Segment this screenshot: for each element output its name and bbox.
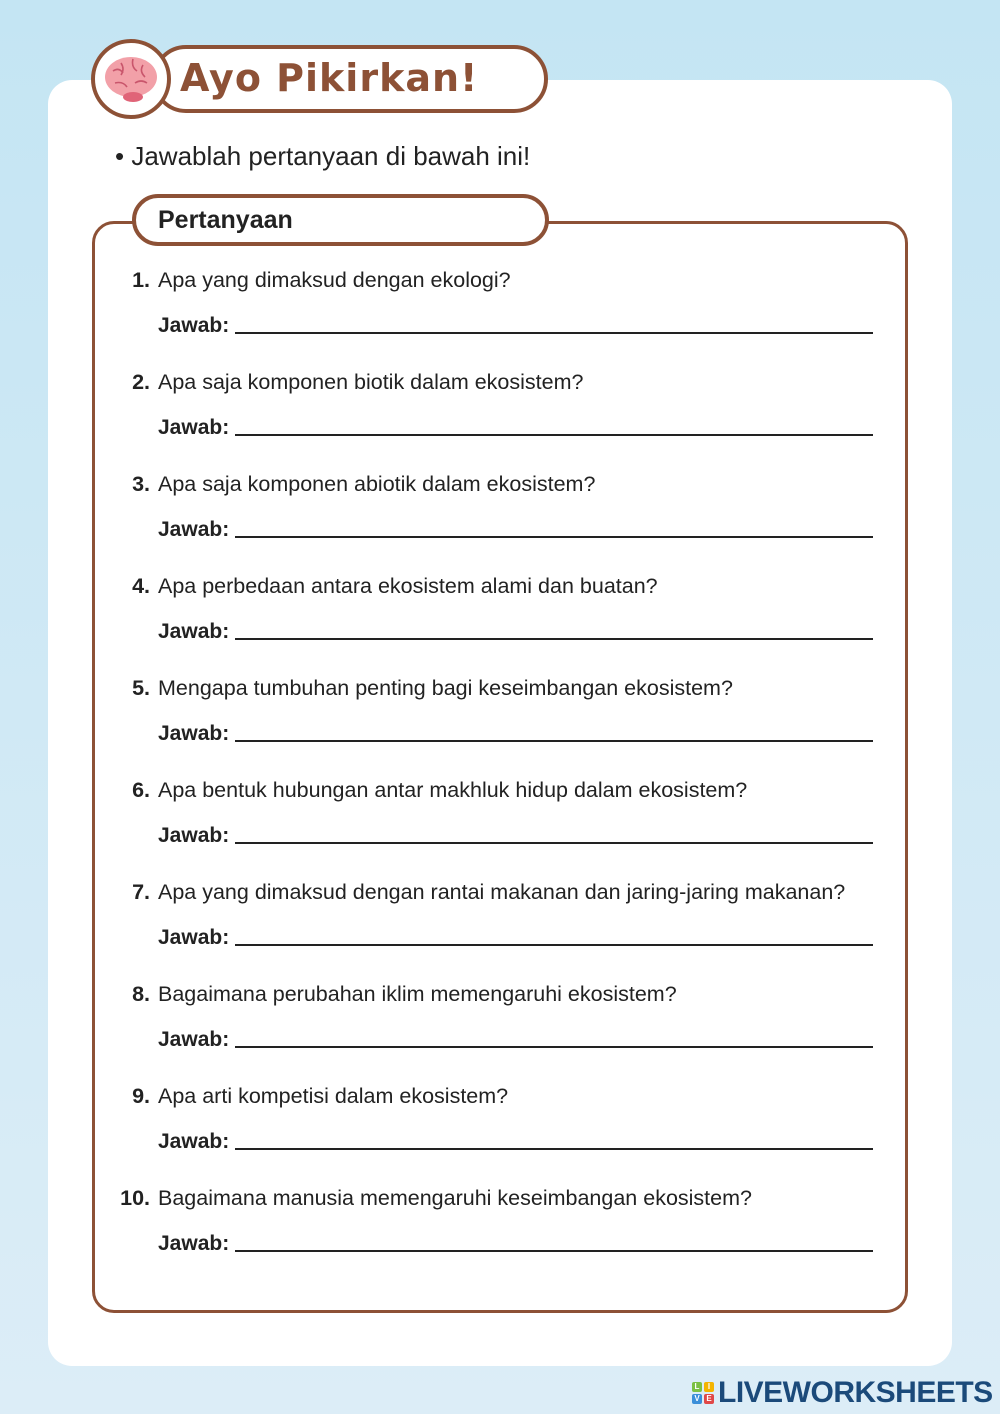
question-item	[118, 468, 878, 546]
answer-label: Jawab:	[158, 416, 230, 439]
answer-label: Jawab:	[158, 314, 230, 337]
answer-row	[158, 412, 878, 444]
answer-row	[158, 1024, 878, 1056]
answer-field[interactable]	[235, 740, 873, 742]
question	[118, 1080, 878, 1112]
question-text: Apa saja komponen abiotik dalam ekosistem?	[158, 472, 596, 496]
logo-letter: I	[704, 1382, 714, 1392]
instruction-text: Jawablah pertanyaan di bawah ini!	[131, 141, 531, 171]
answer-label: Jawab:	[158, 722, 230, 745]
question-text: Bagaimana perubahan iklim memengaruhi ekosistem?	[158, 982, 677, 1006]
answer-field[interactable]	[235, 434, 873, 436]
page-title: Ayo Pikirkan!	[180, 56, 479, 100]
question-text: Apa saja komponen biotik dalam ekosistem?	[158, 370, 584, 394]
question-item	[118, 876, 878, 954]
answer-field[interactable]	[235, 842, 873, 844]
answer-label: Jawab:	[158, 926, 230, 949]
question-item	[118, 672, 878, 750]
question	[118, 264, 878, 296]
answer-label: Jawab:	[158, 1028, 230, 1051]
answer-label: Jawab:	[158, 1232, 230, 1255]
liveworksheets-logo	[692, 1376, 993, 1410]
answer-label: Jawab:	[158, 1130, 230, 1153]
question-item	[118, 366, 878, 444]
question-item	[118, 1080, 878, 1158]
logo-mark	[692, 1382, 714, 1404]
brain-icon	[91, 39, 171, 119]
question-number: 1.	[132, 268, 150, 292]
section-label: Pertanyaan	[132, 194, 549, 246]
answer-label: Jawab:	[158, 824, 230, 847]
question-number: 7.	[132, 880, 150, 904]
answer-row	[158, 1126, 878, 1158]
question	[118, 570, 878, 602]
question-item	[118, 774, 878, 852]
question-number: 10.	[120, 1186, 150, 1210]
question-number: 4.	[132, 574, 150, 598]
answer-field[interactable]	[235, 1046, 873, 1048]
question-item	[118, 1182, 878, 1260]
question	[118, 876, 878, 908]
question-text: Apa yang dimaksud dengan ekologi?	[158, 268, 511, 292]
question-list	[118, 264, 878, 1284]
question-text: Bagaimana manusia memengaruhi keseimbangan ekosistem?	[158, 1186, 752, 1210]
answer-row	[158, 310, 878, 342]
instruction: • Jawablah pertanyaan di bawah ini!	[115, 141, 531, 171]
question	[118, 366, 878, 398]
question	[118, 1182, 878, 1214]
question-text: Apa arti kompetisi dalam ekosistem?	[158, 1084, 509, 1108]
question-text: Apa perbedaan antara ekosistem alami dan buatan?	[158, 574, 658, 598]
answer-field[interactable]	[235, 332, 873, 334]
question-number: 5.	[132, 676, 150, 700]
question-number: 2.	[132, 370, 150, 394]
question-text: Apa bentuk hubungan antar makhluk hidup dalam ekosistem?	[158, 778, 748, 802]
question-item	[118, 978, 878, 1056]
answer-row	[158, 616, 878, 648]
question	[118, 468, 878, 500]
answer-row	[158, 718, 878, 750]
answer-row	[158, 514, 878, 546]
answer-row	[158, 820, 878, 852]
answer-row	[158, 922, 878, 954]
logo-letter: E	[704, 1394, 714, 1404]
question	[118, 774, 878, 806]
question-item	[118, 570, 878, 648]
question-text: Mengapa tumbuhan penting bagi keseimbangan ekosistem?	[158, 676, 733, 700]
logo-letter: L	[692, 1382, 702, 1392]
answer-field[interactable]	[235, 944, 873, 946]
brand-name: LIVEWORKSHEETS	[718, 1376, 993, 1409]
logo-letter: V	[692, 1394, 702, 1404]
answer-field[interactable]	[235, 638, 873, 640]
answer-field[interactable]	[235, 1148, 873, 1150]
question	[118, 672, 878, 704]
answer-label: Jawab:	[158, 620, 230, 643]
question	[118, 978, 878, 1010]
question-item	[118, 264, 878, 342]
question-text: Apa yang dimaksud dengan rantai makanan dan jaring-jaring makanan?	[158, 880, 846, 904]
answer-field[interactable]	[235, 536, 873, 538]
question-number: 9.	[132, 1084, 150, 1108]
question-number: 3.	[132, 472, 150, 496]
answer-field[interactable]	[235, 1250, 873, 1252]
answer-row	[158, 1228, 878, 1260]
answer-label: Jawab:	[158, 518, 230, 541]
question-number: 8.	[132, 982, 150, 1006]
question-number: 6.	[132, 778, 150, 802]
